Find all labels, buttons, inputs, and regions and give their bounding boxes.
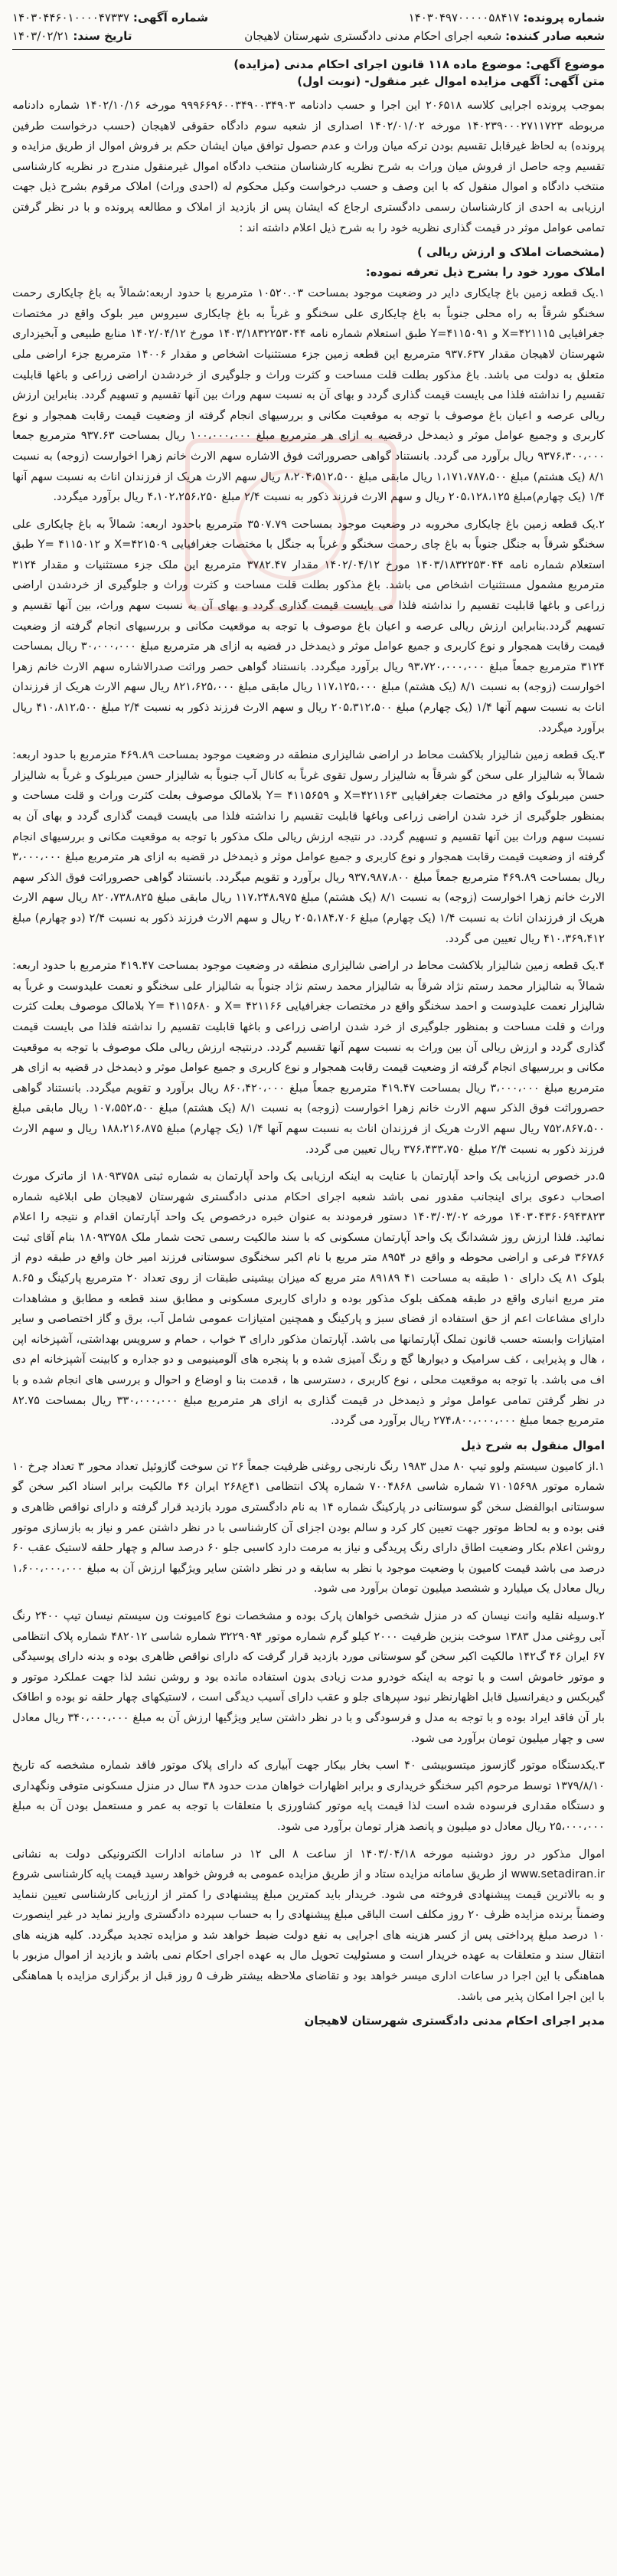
movable-item-2: ۲.وسیله نقلیه وانت نیسان که در منزل شخصی خواهان پارک بوده و مشخصات نوع کامیونت ون سیستم نیسان تیپ ۲۴۰۰ رنگ آبی روغنی مدل ۱۳۸۳ سوخت بنزین ظرفیت ۲۰۰۰ کیلو گرم شماره موتور ۳۲۲۹۰۹۴ شماره شاسی ۴۸۲۰۱۲ شماره پلاک انتظامی ۶۷ ایران ۴۶ گ۱۴۲ مالکیت اکبر سخن گو سوستانی مورد بازدید قرار گرفت که دارای نواقص ظاهری بوده و بدنه دارای پوسیدگی و موتور خاموش است و با توجه به اینکه خودرو مدت زیادی بدون استفاده مانده بود و روشن نشد لذا جهت عملکرد موتور و گیربکس و دیفرانسیل قابل اظهارنظر نبود سپرهای جلو و عقب دارای آسیب دیدگی است ، لاستیکهای چهار حلقه نو بوده و اطاقک بار آن فاقد ایراد بوده و با توجه به مدل و فرسودگی و با در نظر داشتن سایر ویژگیها ارزش آن به مبلغ ۳۴۰،۰۰۰،۰۰۰ ریال معادل سی و چهار میلیون تومان برآورد می شود.	[12, 1609, 606, 1745]
movable-item-3: ۳.یکدستگاه موتور گازسوز میتسوبیشی ۴۰ اسب بخار بیکار جهت آبیاری که دارای پلاک موتور فاقد شماره مشخصه که تاریخ ۱۳۷۹/۸/۱۰ توسط مرحوم اکبر سخنگو خریداری و برابر اظهارات خواهان مدت حدود ۳۸ سال در منزل مسکونی متوفی ونگهداری و دستگاه مقداری فرسوده شده است لذا قیمت پایه موتور کشاورزی با متعلقات با توجه به عمر و مستعمل بودن آن به مبلغ ۲۵،۰۰۰،۰۰۰ ریال معادل دو میلیون و پانصد هزار تومان برآورد می شود.	[12, 1759, 605, 1833]
header-row-1	[12, 9, 605, 26]
ad-number-value: ۱۴۰۳۰۴۴۶۰۱۰۰۰۰۴۷۳۳۷	[12, 11, 130, 25]
notice-headline-label: متن آگهی:	[544, 74, 605, 88]
auction-terms-paragraph: اموال مذکور در روز دوشنبه مورخه ۱۴۰۳/۰۴/۱۸ از ساعت ۸ الی ۱۲ در سامانه ادارات الکترونیکی دولت به نشانی www.setadiran.ir از طریق سامانه مزایده ستاد و از طریق مزایده عمومی به فروش خواهد رسید قیمت پایه کارشناسی شروع و به بالاترین قیمت پیشنهادی فروخته می شود. خریدار باید کمترین مبلغ پیشنهادی را کمتر از ارزیابی کارشناسی تعیین ننماید وضمناً برنده مزایده ظرف ۲۰ روز مکلف است الباقی مبلغ پیشنهادی را به حساب سپرده دادگستری واریز نماید در غیر اینصورت ۱۰ درصد مبلغ پرداختی پس از کسر هزینه های اجرایی به نفع دولت ضبط خواهد شد و مزایده تجدید میگردد. کلیه هزینه های انتقال سند و متعلقات به عهده خریدار است و مسئولیت تحویل مال به عهده اجرای احکام نمی باشد و بازدید از اموال مزبور با هماهنگی با این اجرا در ساعات اداری میسر خواهد بود و تقاضای ملاحظه بیشتر ظرف ۵ روز قبل از برگزاری مزایده با هماهنگی با این اجرا امکان پذیر می باشد.	[12, 1847, 606, 2003]
notice-headline-value: آگهی مزایده اموال غیر منقول- (نوبت اول)	[297, 74, 540, 88]
file-number-value: ۱۴۰۳۰۴۹۷۰۰۰۰۰۵۸۴۱۷	[408, 11, 520, 25]
movable-property-heading: اموال منقول به شرح ذیل	[461, 1438, 605, 1452]
ad-number	[12, 9, 208, 26]
notice-subject-label: موضوع آگهی:	[525, 57, 605, 71]
file-number	[409, 9, 605, 26]
property-item-2: ۲.یک قطعه زمین باغ چایکاری مخروبه در وضعیت موجود بمساحت ۳۵۰۷.۷۹ مترمربع باحدود اربعه: شمالاً به باغ چایکاری علی سخنگو شرقاً به جنگل جنوباً به باغ چای رحمت سخنگو و غرباً به جنگل با مختصات جغرافیایی X=۴۲۱۵۰۹ و Y= ۴۱۱۵۰۱۲ طبق استعلام شماره نامه ۱۴۰۳/۱۸۳۲۲۵۳۰۴۴ مورخ ۱۴۰۲/۰۴/۱۲ مقدار ۳۷۸۲.۴۷ مترمربع این ملک جزء مستثنیات و مقدار ۳۱۲۴ مترمربع مشمول مستثنیات اشخاص می باشد. باغ مذکور بطلت قلت مساحت و کثرت وراث و جلوگیری از خردشدن اراضی زراعی و باغها قابلیت تقسیم را نداشته فلذا می بایست قیمت گذاری گردد و بهای آن به نسبت سهم وراث، بین آنها تقسیم و تسهیم گردد.بنابراین ارزش ریالی عرصه و اعیان باغ موصوف با توجه به موقعیت مکانی و بررسیهای انجام گرفته از وضعیت قیمت رقابت همجوار و نوع کاربری و جمیع عوامل موثر و ذیمدخل در قضیه به ازای هر مترمربع مبلغ ۳۰،۰۰۰،۰۰۰ ریال بمساحت ۳۱۲۴ مترمربع جمعاً مبلغ ۹۳،۷۲۰،۰۰۰،۰۰۰ ریال برآورد میگردد. بانستناد گواهی حصر وراثت صدرالاشاره سهم الارث خانم زهرا اخوارست (زوجه) به نسبت ۸/۱ (یک هشتم) مبلغ ۱۱۷،۱۲۵،۰۰۰ ریال مابقی مبلغ ۸۲۱،۶۲۵،۰۰۰ ریال سهم الارث هریک از فرزندان اناث به نسبت سهم آنها ۱/۴ (یک چهارم) مبلغ ۲۰۵،۳۱۲،۵۰۰ ریال و سهم الارث فرزند ذکور به نسبت ۲/۴ مبلغ ۴۱۰،۸۱۲،۵۰۰ ریال برآورد میگردد.	[12, 517, 606, 735]
property-item-1: ۱.یک قطعه زمین باغ چایکاری دایر در وضعیت موجود بمساحت ۱۰۵۲۰.۰۳ مترمربع با حدود اربعه:شمالاً به باغ چایکاری رحمت سخنگو شرقاً به راه محلی جنوباً به باغ چایکاری علی سخنگو و غرباً به باغ چایکاری سیروس میر بلوک واقع در مختصات جغرافیایی X=۴۲۱۱۱۵ و Y=۴۱۱۵۰۹۱ طبق استعلام شماره نامه ۱۴۰۳/۱۸۳۲۲۵۳۰۴۴ مورخ ۱۴۰۲/۰۴/۱۲ منابع طبیعی و آبخیزداری شهرستان لاهیجان مقدار ۹۳۷.۶۳۷ مترمربع این قطعه زمین جزء مستثنیات اشخاص و مقدار ۱۴۰۰۶ مترمربع جزء اراضی ملی متعلق به دولت می باشد. باغ مذکور بطلت قلت مساحت و کثرت وراث و جلوگیری از خردشدن اراضی زراعی و باغها قابلیت تقسیم را نداشته فلذا می بایست قیمت گذاری گردد و بهای آن به نسبت سهم وراث بین آنها تقسیم و تسهیم گردد. بنابراین ارزش ریالی عرصه و اعیان باغ موصوف با توجه به موقعیت مکانی و بررسیهای انجام گرفته از وضعیت قیمت رقابت همجوار و نوع کاربری و وجمیع عوامل موثر و ذیمدخل درقضیه به ازای هر مترمربع مبلغ ۱۰۰،۰۰۰،۰۰۰ ریال بمساحت ۹۳۷.۶۳ مترمربع جمعا ۹۳۷۶،۳۰۰،۰۰۰ ریال برآورد می گردد. بانستناد گواهی حصروراثت فوق الاشاره سهم الارث خانم زهرا اخوارست (زوجه) به نسبت ۸/۱ (یک هشتم) مبلغ ۱،۱۷۱،۷۸۷،۵۰۰ ریال مابقی مبلغ ۸،۲۰۴،۵۱۲،۵۰۰ ریال سهم الارث هریک از فرزندان اناث به نسبت سهم آنها ۱/۴ (یک چهارم)مبلغ ۲۰۵،۱۲۸،۱۲۵ ریال و سهم الارث فرزند ذکور به نسبت ۲/۴ مبلغ ۴،۱۰۲،۲۵۶،۲۵۰ ریال برآورد میگردد.	[12, 286, 606, 504]
header-divider	[12, 49, 605, 50]
ad-number-label: شماره آگهی:	[132, 11, 208, 25]
header-row-2	[12, 28, 605, 44]
issuing-branch-value: شعبه اجرای احکام مدنی دادگستری شهرستان لاهیجان	[244, 29, 502, 43]
signature-line: مدیر اجرای احکام مدنی دادگستری شهرستان لاهیجان	[304, 2014, 605, 2028]
property-item-3: ۳.یک قطعه زمین شالیزار بلاکشت محاط در اراضی شالیزاری منطقه در وضعیت موجود بمساحت ۴۶۹.۸۹ مترمربع با حدود اربعه: شمالاً به شالیزار علی سخن گو شرقاً به شالیزار رسول تقوی غرباً به کانال آب جنوباً به شالیزار حسن میربلوک و غرباً به شالیزار حسن میربلوک واقع در مختصات جغرافیایی X=۴۲۱۱۶۳ و Y= ۴۱۱۵۶۵۹ بلامالک موصوف بعلت کثرت وراث و قلت مساحت و بمنظور جلوگیری از خرد شدن اراضی زراعی وباغها قابلیت تقسیم را نداشته فلذا می بایست قیمت گذاری گردد و بهای آن به نسبت سهم وراث بین آنها تقسیم و تسهیم گردد. در نتیجه ارزش ریالی ملک مذکور با توجه به موقعیت مکانی و بررسیهای انجام گرفته از وضعیت قیمت رقابت همجوار و نوع کاربری و جمیع عوامل موثر و ذیمدخل در قضیه به ازای هر مترمربع مبلغ ۳،۰۰۰،۰۰۰ ریال بمساحت ۴۶۹.۸۹ مترمربع جمعاً مبلغ ۹۳۷،۹۸۷،۸۰۰ ریال برآورد و تقویم میگردد. بانستناد گواهی حصروراثت فوق الذکر سهم الارث خانم زهرا اخوارست (زوجه) به نسبت ۸/۱ (یک هشتم) مبلغ ۱۱۷،۲۴۸،۹۷۵ ریال مابقی مبلغ ۸۲۰،۷۳۸،۸۲۵ ریال سهم الارث هریک از فرزندان اناث به نسبت ۱/۴ (یک چهارم) مبلغ ۲۰۵،۱۸۴،۷۰۶ ریال و سهم الارث فرزند ذکور به نسبت ۲/۴ (دو چهارم) مبلغ ۴۱۰،۳۶۹،۴۱۲ ریال تعیین می گردد.	[12, 748, 606, 945]
publish-date-label: تاریخ سند:	[73, 29, 132, 43]
property-item-5: ۵.در خصوص ارزیابی یک واحد آپارتمان با عنایت به اینکه ارزیابی یک واحد آپارتمان به شماره ثبتی ۱۸۰۹۳۷۵۸ از ماترک مورث اصحاب دعوی برای اینجانب مقدور نمی باشد شعبه اجرای احکام مدنی دادگستری شهرستان لاهیجان طی ابلاغیه شماره ۱۴۰۳۰۴۳۶۰۶۹۴۳۸۲۳ مورخه ۱۴۰۳/۰۳/۰۲ دستور فرمودند به عنوان خبره درخصوص یک واحد آپارتمان اقدام و نتیجه را اعلام نمائید. فلذا ارزش روز ششدانگ یک واحد آپارتمان مسکونی که با سند مالکیت رسمی تحت شمار ملک ۱۸۰۹۳۷۵۸ بنام آقای ثبت ۳۶۷۸۶ فرعی و اراضی محوطه و واقع در ۸۹۵۴ متر مربع با نام اکبر سخنگوی سوستانی فرزند امیر خان واقع در طبقه دوم از بلوک ۸۱ یک دارای ۱۰ طبقه به مساحت ۴۱ ۸۹۱۸۹ متر مربع که میزان بیشینی طبقات از روی تعداد ۲۰ مترمربع پارکینگ و ۸.۶۵ متر مربع انباری واقع در طبقه همکف بلوک مذکور بوده و دارای کاربری مسکونی و مطابق سند قطعه و مطابق و مشاهدات دارای مشاعات اعم از حق استفاده از فضای سبز و پارکینگ و همچنین امتیازات عمومی شامل آب، برق و گاز اختصاصی و سایر امتیازات وابسته حسب قانون تملک آپارتمانها می باشد. آپارتمان مذکور دارای ۳ خواب ، حمام و سرویس بهداشتی، آشپزخانه اپن ، هال و پذیرایی ، کف سرامیک و دیوارها گچ و رنگ آمیزی شده و با پنجره های آلومینیومی و دو جداره و کابینت آشپزخانه ام دی اف می باشد. با توجه به موقعیت محلی ، نوع کاربری ، دسترسی ها ، قدمت بنا و اوضاع و احوال و بررسی های انجام شده و با در نظر گرفتن تمامی عوامل موثر و ذیمدخل در قیمت گذاری به ازای هر مترمربع مبلغ ۳۳۰،۰۰۰،۰۰۰ ریال بمساحت ۸۲.۷۵ مترمربع جمعا مبلغ ۲۷۴،۸۰۰،۰۰۰،۰۰۰ ریال برآورد می گردد.	[12, 1170, 606, 1428]
notice-subject-value: موضوع ماده ۱۱۸ قانون اجرای احکام مدنی (مزایده)	[233, 57, 522, 71]
property-list-heading: املاک مورد خود را بشرح ذیل تعرفه نموده:	[365, 265, 605, 280]
property-item-4: ۴.یک قطعه زمین شالیزار بلاکشت محاط در اراضی شالیزاری منطقه در وضعیت موجود بمساحت ۴۱۹.۴۷ مترمربع با حدود اربعه: شمالاً به شالیزار محمد رستم نژاد شرقاً به شالیزار محمد رستم نژاد جنوباً به شالیزار علی سخنگو و نعمت علیدوست و غرباً به شالیزار نعمت علیدوست و احمد سخنگو واقع در مختصات جغرافیایی X= ۴۲۱۱۶۶ و Y= ۴۱۱۵۶۸۰ بلامالک موصوف بعلت کثرت وراث و قلت مساحت و بمنظور جلوگیری از خرد شدن اراضی زراعی و باغها قابلیت تقسیم را نداشته فلذا می بایست قیمت گذاری گردد و ارزش ریالی آن بین وراث به نسبت سهم آنها تقسیم گردد. درنتیجه ارزش ریالی ملک موصوف با توجه به موقعیت مکانی و بررسیهای انجام گرفته از وضعیت قیمت رقابت همجوار و نوع کاربری و جمیع عوامل موثر و ذیمدخل در قضیه به ازای هر مترمربع مبلغ ۳،۰۰۰،۰۰۰ ریال بمساحت ۴۱۹.۴۷ مترمربع جمعاً مبلغ ۸۶۰،۴۲۰،۰۰۰ ریال برآورد و تقویم میگردد. بانستناد گواهی حصروراثت فوق الذکر سهم الارث خانم زهرا اخوارست (زوجه) به نسبت ۸/۱ (یک هشتم) مبلغ ۱۰۷،۵۵۲،۵۰۰ ریال مابقی مبلغ ۷۵۲،۸۶۷،۵۰۰ ریال سهم الارث هریک از فرزندان اناث به نسبت سهم آنها ۱/۴ (یک چهارم) مبلغ ۱۸۸،۲۱۶،۸۷۵ ریال و سهم الارث فرزند ذکور به نسبت ۲/۴ مبلغ ۳۷۶،۴۳۳،۷۵۰ ریال تعیین می گردد.	[12, 959, 605, 1156]
notice-subject	[12, 57, 605, 71]
file-number-label: شماره پرونده:	[523, 11, 605, 25]
publish-date-value: ۱۴۰۳/۰۲/۲۱	[12, 29, 70, 43]
issuing-branch	[244, 28, 605, 44]
publish-date	[12, 28, 132, 44]
movable-item-1: ۱.از کامیون سیستم ولوو تیپ ۸۰ مدل ۱۹۸۳ رنگ نارنجی روغنی ظرفیت جمعاً ۲۶ تن سوخت گازوئیل تعداد محور ۳ تعداد چرخ ۱۰ شماره موتور ۷۱۰۱۵۶۹۸ شماره شاسی ۷۰۰۴۸۶۸ شماره پلاک انتظامی ۴۱ع۲۶۸ ایران ۴۶ مالکیت برابر اسناد اکبر سخن گو سوستانی ابوالفضل سخن گو سوستانی در پارکینگ شماره ۱۴ به نام دادگستری مورد بازدید قرار گرفته و دارای نواقص ظاهری و فنی بوده و به لحاظ موتور جهت تعیین کار کرد و سالم بودن اجزای آن کارشناسی با در نظر داشتن عمر و نیاز به بازسازی موتور روشن اعلام بکار وضعیت اطاق دارای رنگ پریدگی و نیاز به مرمت دارد کاسبی جلو ۶۰ درصد سالم و چهار حلقه لاستیک عقب ۶۰ درصد می باشد قیمت کامیون با وضعیت موجود با نظر به سابقه و در نظر داشتن سایر ویژگیها ارزش آن به مبلغ ۱،۶۰۰،۰۰۰،۰۰۰ ریال معادل یک میلیارد و ششصد میلیون تومان برآورد می شود.	[12, 1459, 605, 1596]
notice-headline	[12, 74, 605, 88]
issuing-branch-label: شعبه صادر کننده:	[505, 29, 605, 43]
intro-paragraph: بموجب پرونده اجرایی کلاسه ۲۰۶۵۱۸ این اجرا و حسب دادنامه ۹۹۹۶۶۹۶۰۰۳۴۹۰۰۳۴۹۰۳ مورخه ۱۴۰۲/۱۰/۱۶ شماره دادنامه مربوطه ۱۴۰۲۳۹۰۰۰۲۷۱۱۷۲۳ مورخه ۱۴۰۲/۰۱/۰۲ اصداری از شعبه سوم دادگاه حقوقی لاهیجان (حسب درخواست طرفین پرونده) به لحاظ غیرقابل تقسیم بودن ترکه میان وراث و عدم حصول توافق میان ایشان حکم بر فروش اموال از طریق مزایده و تقسیم وجه حاصل از فروش میان وراث به شرح نظریه کارشناسان منتخب دادگاه اموال غیرمنقول مندرج در نظریه کارشناسی منتخب دادگاه و اموال منقول که با این وصف و حسب درخواست وکیل محکوم له (احدی وراث) املاک مرقوم بشرح ذیل جهت ارزیابی به احدی از کارشناسان رسمی دادگستری ارجاع که ایشان پس از بازدید از املاک و مطالعه پرونده و با در نظر گرفتن تمامی عوامل موثر در قیمت گذاری نظریه خود را به شرح ذیل اعلام داشته اند :	[12, 99, 605, 234]
property-specs-heading: (مشخصات املاک و ارزش ریالی )	[417, 245, 605, 260]
